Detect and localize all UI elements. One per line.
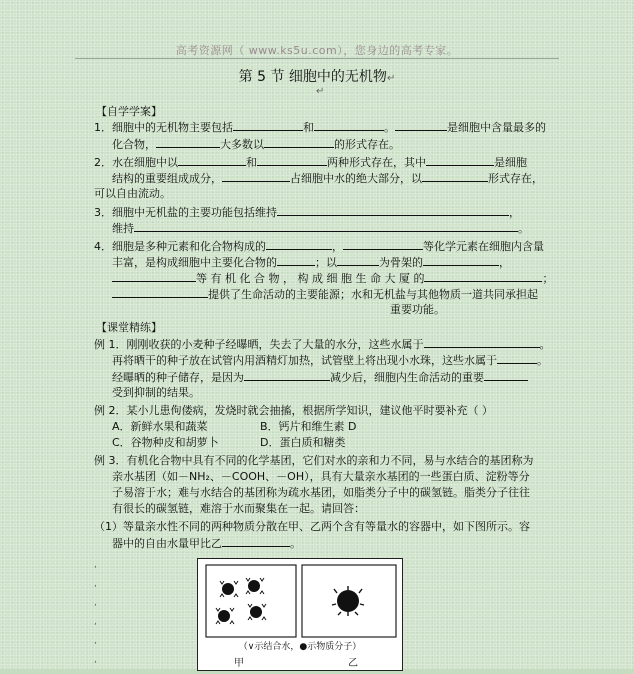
ex3-sub1-line2: 器中的自由水量甲比乙 。 [112,537,301,550]
ex1-line3: 经曝晒的种子储存，是因为 减少后，细胞内生命活动的重要 [112,369,528,385]
figure-label-yi: 乙 [348,658,358,669]
molecule-cluster-yi [332,586,364,616]
paragraph-mark: ↵ [316,86,325,97]
container-jia [206,565,296,637]
header-rule [75,58,559,59]
q2-line1: 2．水在细胞中以 和 两种形式存在，其中 是细胞 [94,156,527,169]
figure-containers [197,558,403,671]
molecule [248,580,260,592]
header-note: 高考资源网（ www.ks5u.com），您身边的高考专家。 [175,44,459,57]
molecule [218,610,230,622]
figure-caption: （∨示结合水，●示物质分子） [238,642,362,652]
ex3-line1: 例 3．有机化合物中具有不同的化学基团，它们对水的亲和力不同，易与水结合的基团称为 [94,454,534,467]
molecule [250,606,262,618]
ex2-option-d: D．蛋白质和糖类 [260,436,346,449]
q4-line4: 提供了生命活动的主要能源；水和无机盐与其他物质一道共同承担起 [112,286,538,302]
q2-line2: 结构的重要组成成分， 占细胞中水的绝大部分，以 形式存在， [112,172,543,185]
molecule [337,590,359,612]
q1-line1: 1．细胞中的无机物主要包括 和 。 是细胞中含量最多的 [94,121,546,134]
ex3-sub1-line1: （1）等量亲水性不同的两种物质分散在甲、乙两个含有等量水的容器中，如下图所示。容 [94,520,530,533]
ex2-option-a: A．新鲜水果和蔬菜 [112,420,208,433]
ex1-line1: 例 1．刚刚收获的小麦种子经曝晒，失去了大量的水分，这些水属于 。 [94,338,551,351]
ex2-option-c: C．谷物种皮和胡萝卜 [112,436,219,449]
paragraph-marks-column: , , , , , , [94,560,97,665]
q3-line1: 3．细胞中无机盐的主要功能包括维持 ， [94,206,520,219]
ex3-line4: 有很长的碳氢链，难溶于水而聚集在一起。请回答： [112,502,365,515]
molecule [222,583,234,595]
ex1-line4: 受到抑制的结果。 [112,386,200,399]
ex1-line2: 再将晒干的种子放在试管内用酒精灯加热，试管壁上将出现小水珠，这些水属于 。 [112,354,548,367]
ex3-line3: 子易溶于水；难与水结合的基团称为疏水基团，如脂类分子中的碳氢链。脂类分子往往 [112,486,530,499]
q4-line3: 等 有 机 化 合 物 ， 构 成 细 胞 生 命 大 厦 的 ； [112,270,553,286]
q3-line2: 维持 。 [112,222,529,235]
figure-label-jia: 甲 [234,658,244,669]
ex2-option-b: B．钙片和维生素 D [260,420,357,433]
q1-line2: 化合物， 大多数以 的形式存在。 [112,138,400,151]
page-title: 第 5 节 细胞中的无机物↵ [238,69,396,85]
ex2-question: 例 2．某小儿患佝偻病，发烧时就会抽搐，根据所学知识，建议他平时要补充（ ） [94,404,493,417]
molecules-jia [218,580,262,622]
section-class-practice: 【课堂精练】 [96,321,162,334]
figure-diagram [198,559,402,670]
q2-line3: 可以自由流动。 [94,187,171,200]
q4-line2: 丰富，是构成细胞中主要化合物的 ；以 为骨架的 ， [112,256,510,269]
section-self-study: 【自学学案】 [96,105,162,118]
ex3-line2: 亲水基团（如－NH₂、－COOH、－OH），具有大量亲水基团的一些蛋白质、淀粉等分 [112,470,530,483]
q4-line1: 4．细胞是多种元素和化合物构成的 ， 等化学元素在细胞内含量 [94,240,544,253]
q4-line5: 重要功能。 [390,303,445,316]
